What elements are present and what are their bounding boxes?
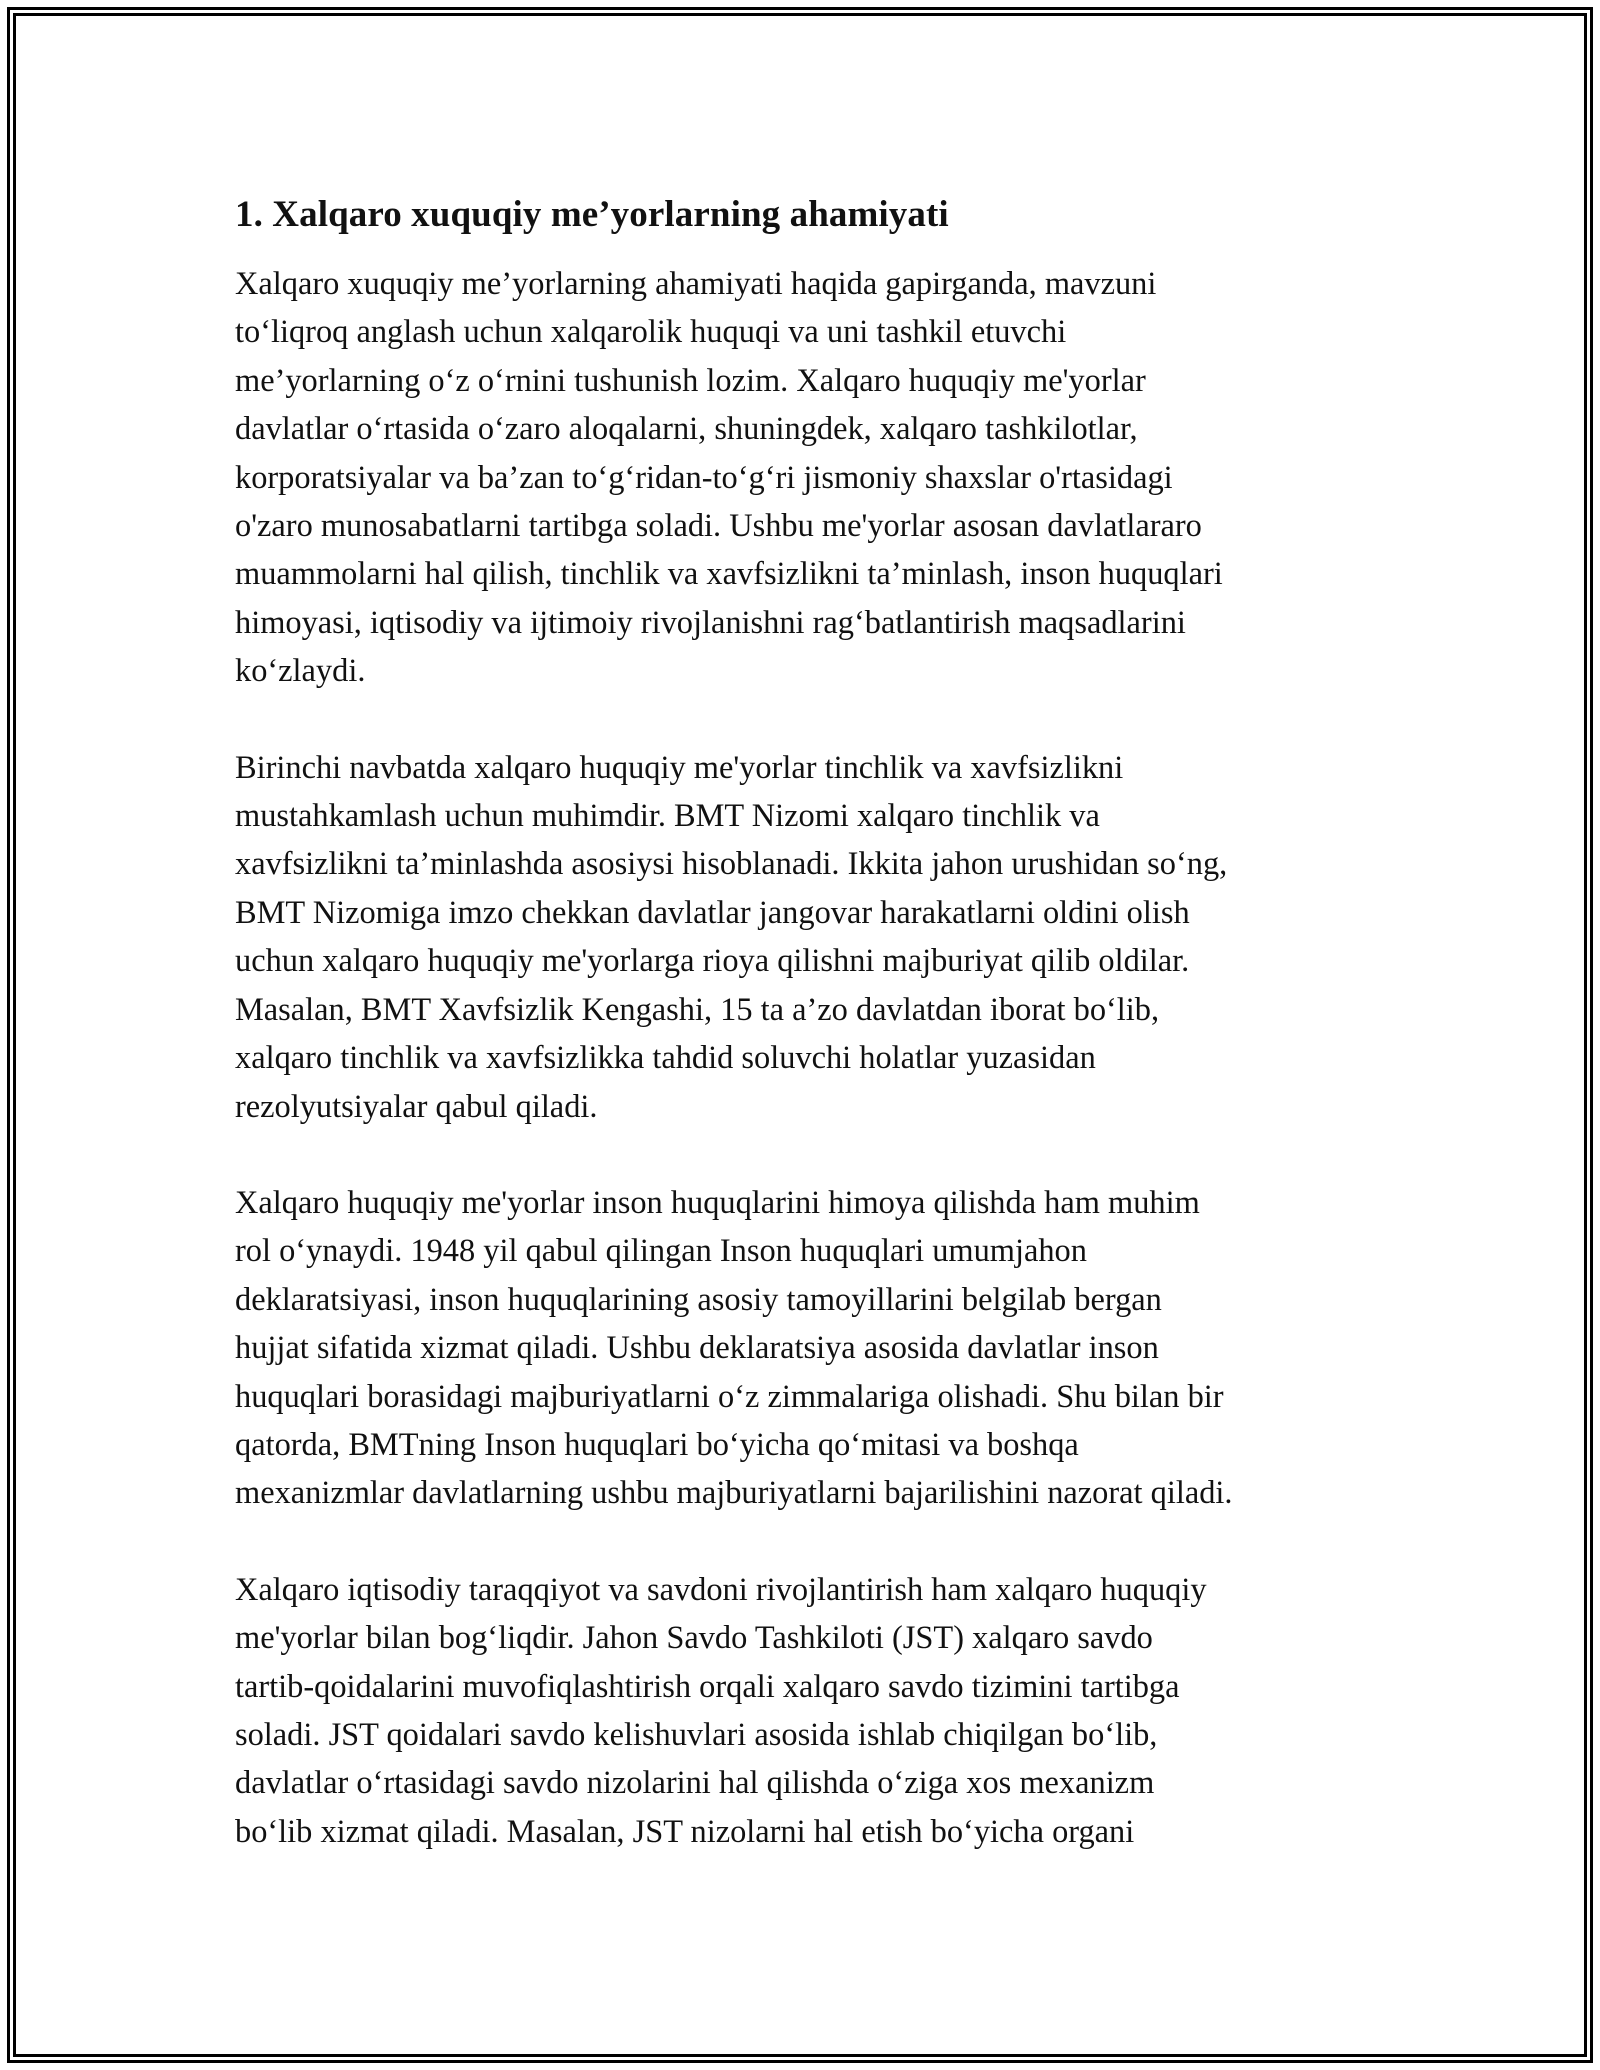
text-line: xalqaro tinchlik va xavfsizlikka tahdid soluvchi holatlar yuzasidan	[235, 1040, 1096, 1077]
text-line: Birinchi navbatda xalqaro huquqiy me'yorlar tinchlik va xavfsizlikni	[235, 749, 1124, 786]
text-line: bo‘lib xizmat qiladi. Masalan, JST nizolarni hal etish bo‘yicha organi	[235, 1813, 1135, 1850]
text-line: Masalan, BMT Xavfsizlik Kengashi, 15 ta a’zo davlatdan iborat bo‘lib,	[235, 991, 1160, 1028]
text-line: korporatsiyalar va ba’zan to‘g‘ridan-to‘g‘ri jismoniy shaxslar o'rtasidagi	[235, 459, 1173, 496]
text-line: davlatlar o‘rtasidagi savdo nizolarini hal qilishda o‘ziga xos mexanizm	[235, 1765, 1155, 1802]
text-line: ko‘zlaydi.	[235, 653, 366, 690]
text-line: rezolyutsiyalar qabul qiladi.	[235, 1088, 598, 1125]
text-line: himoyasi, iqtisodiy va ijtimoiy rivojlanishni rag‘batlantirish maqsadlarini	[235, 604, 1186, 641]
paragraph-1	[235, 260, 1375, 696]
text-line: me'yorlar bilan bog‘liqdir. Jahon Savdo Tashkiloti (JST) xalqaro savdo	[235, 1620, 1153, 1657]
document-body	[235, 190, 1375, 1904]
paragraph-3	[235, 1179, 1375, 1518]
text-line: o'zaro munosabatlarni tartibga soladi. Ushbu me'yorlar asosan davlatlararo	[235, 508, 1202, 545]
text-line: Xalqaro xuquqiy me’yorlarning ahamiyati haqida gapirganda, mavzuni	[235, 266, 1157, 302]
text-line: huquqlari borasidagi majburiyatlarni o‘z zimmalariga olishadi. Shu bilan bir	[235, 1378, 1224, 1415]
text-line: xavfsizlikni ta’minlashda asosiysi hisoblanadi. Ikkita jahon urushidan so‘ng,	[235, 846, 1228, 883]
text-line: muammolarni hal qilish, tinchlik va xavfsizlikni ta’minlash, inson huquqlari	[235, 556, 1223, 593]
text-line: soladi. JST qoidalari savdo kelishuvlari asosida ishlab chiqilgan bo‘lib,	[235, 1716, 1158, 1753]
paragraph-2	[235, 744, 1375, 1131]
text-line: me’yorlarning o‘z o‘rnini tushunish lozim. Xalqaro huquqiy me'yorlar	[235, 362, 1146, 399]
paragraph-4	[235, 1566, 1375, 1856]
text-line: deklaratsiyasi, inson huquqlarining asosiy tamoyillarini belgilab bergan	[235, 1281, 1162, 1318]
text-line: mustahkamlash uchun muhimdir. BMT Nizomi xalqaro tinchlik va	[235, 798, 1100, 835]
text-line: rol o‘ynaydi. 1948 yil qabul qilingan Inson huquqlari umumjahon	[235, 1233, 1087, 1270]
text-line: davlatlar o‘rtasida o‘zaro aloqalarni, shuningdek, xalqaro tashkilotlar,	[235, 411, 1138, 448]
section-heading: 1. Xalqaro xuquqiy me’yorlarning ahamiyati	[235, 194, 949, 235]
text-line: uchun xalqaro huquqiy me'yorlarga rioya qilishni majburiyat qilib oldilar.	[235, 943, 1190, 980]
text-line: BMT Nizomiga imzo chekkan davlatlar jangovar harakatlarni oldini olish	[235, 894, 1190, 931]
text-line: Xalqaro huquqiy me'yorlar inson huquqlarini himoya qilishda ham muhim	[235, 1184, 1200, 1221]
text-line: qatorda, BMTning Inson huquqlari bo‘yicha qo‘mitasi va boshqa	[235, 1426, 1079, 1463]
text-line: Xalqaro iqtisodiy taraqqiyot va savdoni rivojlantirish ham xalqaro huquqiy	[235, 1571, 1207, 1608]
text-line: tartib-qoidalarini muvofiqlashtirish orqali xalqaro savdo tizimini tartibga	[235, 1668, 1180, 1705]
text-line: hujjat sifatida xizmat qiladi. Ushbu deklaratsiya asosida davlatlar inson	[235, 1330, 1159, 1367]
text-line: mexanizmlar davlatlarning ushbu majburiyatlarni bajarilishini nazorat qiladi.	[235, 1475, 1233, 1512]
text-line: to‘liqroq anglash uchun xalqarolik huquqi va uni tashkil etuvchi	[235, 314, 1067, 351]
